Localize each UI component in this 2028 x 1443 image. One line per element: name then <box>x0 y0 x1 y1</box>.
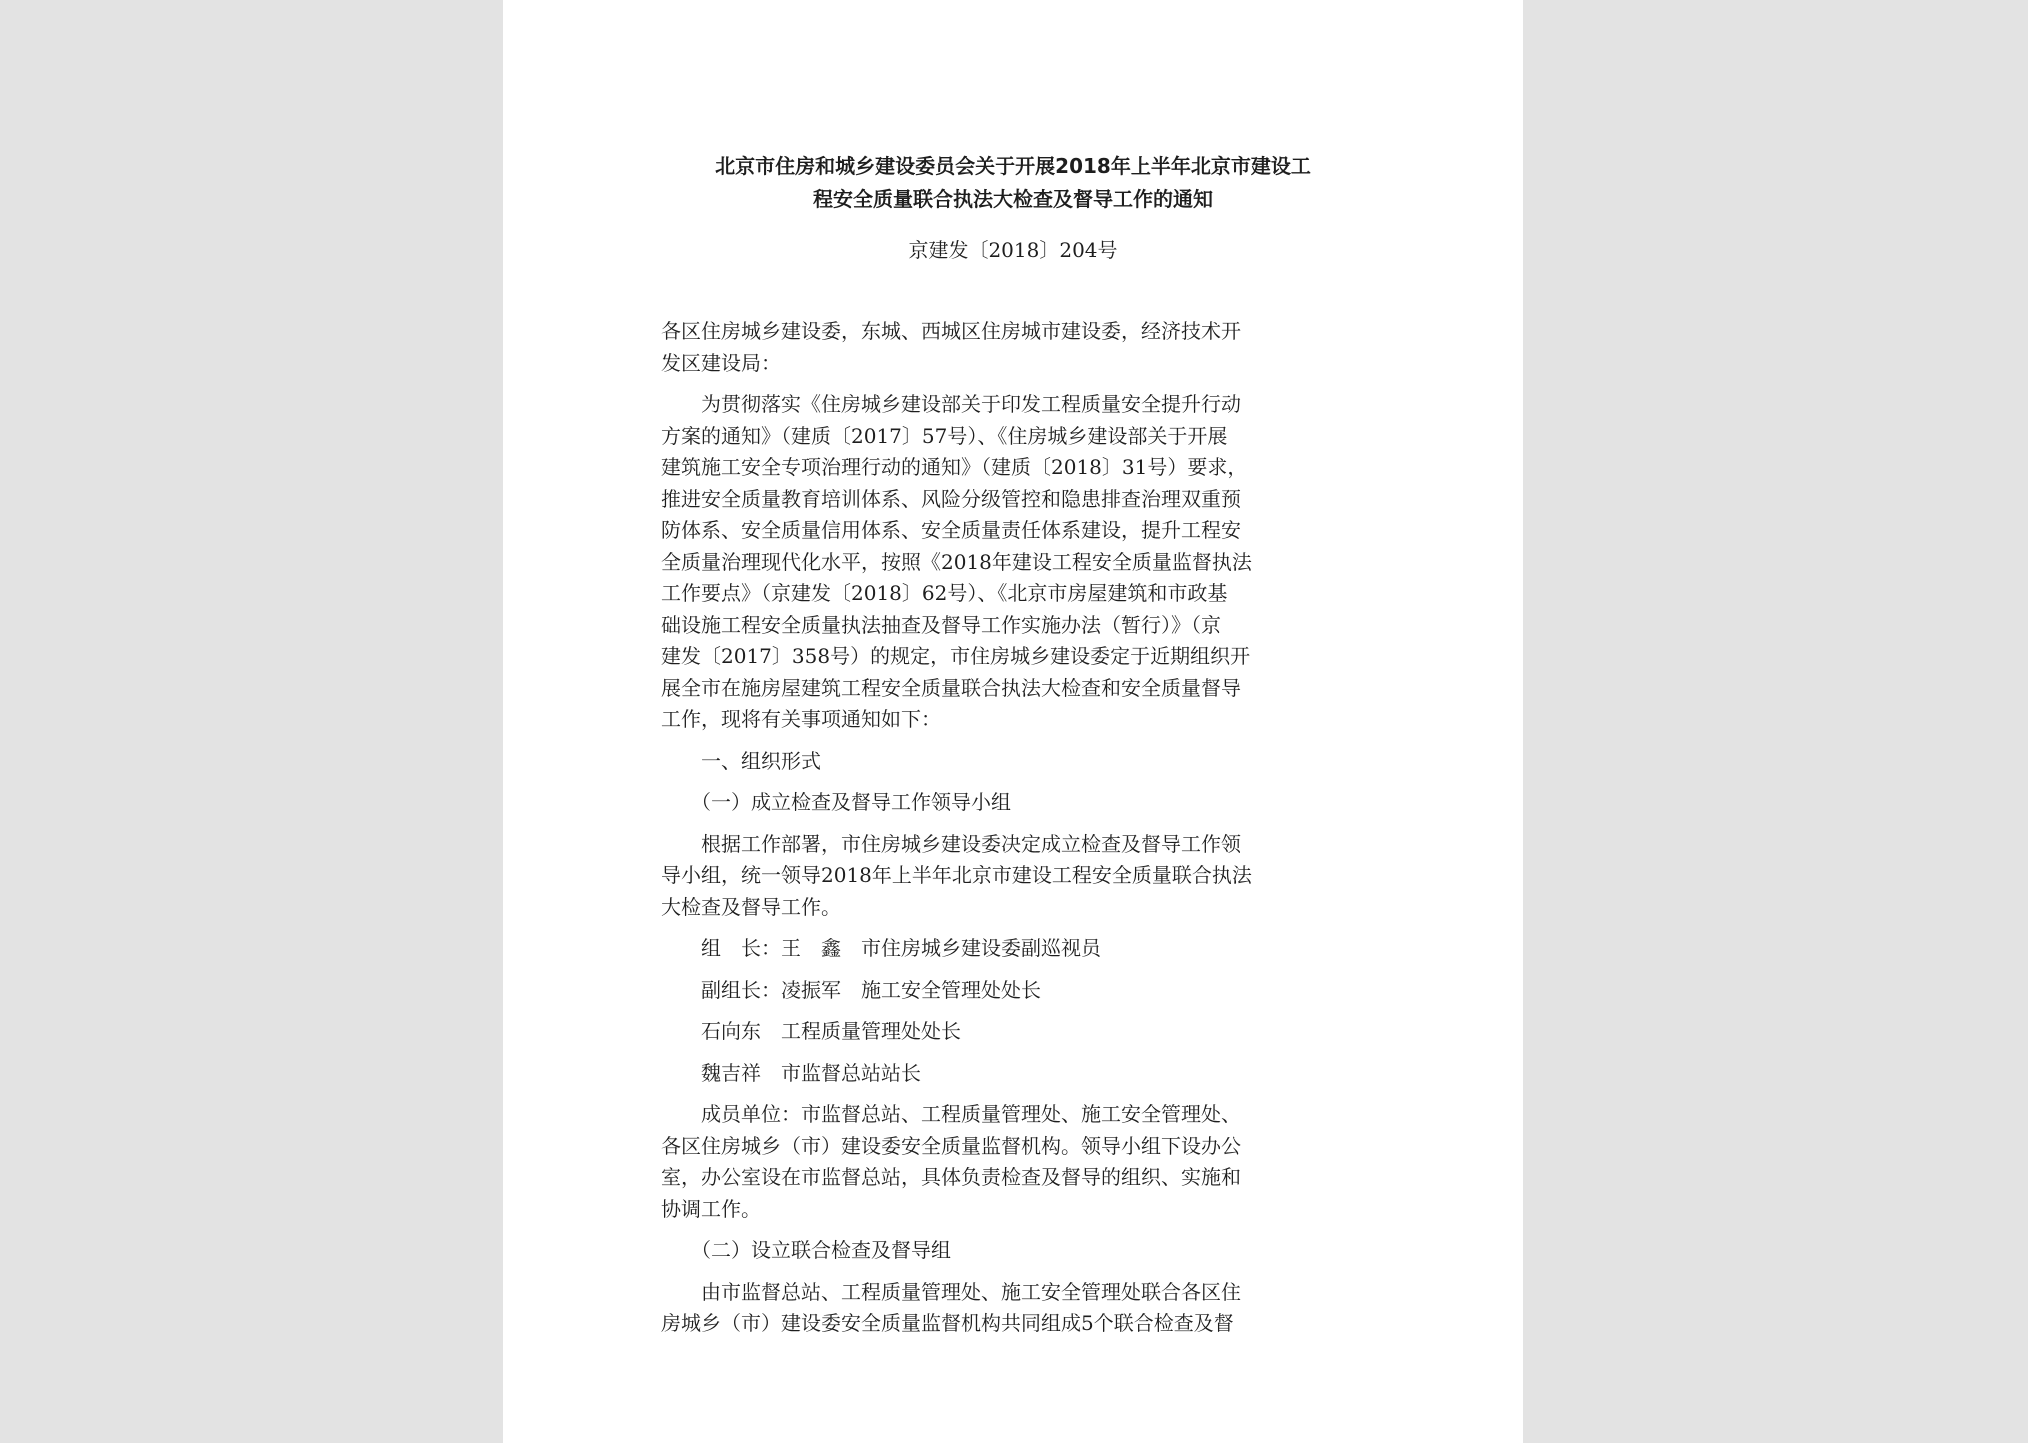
member-line: 魏吉祥 市监督总站站长 <box>661 1060 921 1085</box>
paragraph-line: 发区建设局： <box>661 350 781 375</box>
paragraph-line: 为贯彻落实《住房城乡建设部关于印发工程质量安全提升行动 <box>661 392 1241 416</box>
paragraph-line: 工作要点》（京建发〔2018〕62号）、《北京市房屋建筑和市政基 <box>661 581 1228 605</box>
section-heading: 一、组织形式 <box>661 748 821 773</box>
document-number: 京建发〔2018〕204号 <box>908 238 1118 262</box>
member-line: 石向东 工程质量管理处处长 <box>661 1019 961 1043</box>
member-line: 组 长：王 鑫 市住房城乡建设委副巡视员 <box>661 936 1101 960</box>
paragraph-line: 导小组，统一领导2018年上半年北京市建设工程安全质量联合执法 <box>661 863 1252 887</box>
paragraph-line: 防体系、安全质量信用体系、安全质量责任体系建设，提升工程安 <box>661 518 1241 542</box>
paragraph-line: 根据工作部署，市住房城乡建设委决定成立检查及督导工作领 <box>661 831 1241 856</box>
paragraph-line: 由市监督总站、工程质量管理处、施工安全管理处联合各区住 <box>661 1279 1241 1304</box>
document-title <box>503 150 1523 216</box>
paragraph-line: 方案的通知》（建质〔2017〕57号）、《住房城乡建设部关于开展 <box>661 423 1228 448</box>
subsection-heading: （一）成立检查及督导工作领导小组 <box>661 790 1011 814</box>
title-line: 北京市住房和城乡建设委员会关于开展2018年上半年北京市建设工 <box>715 154 1311 178</box>
paragraph-line: 成员单位：市监督总站、工程质量管理处、施工安全管理处、 <box>661 1102 1241 1126</box>
paragraph-line: 大检查及督导工作。 <box>661 894 841 919</box>
document-page <box>503 0 1523 1443</box>
paragraph-line: 建发〔2017〕358号）的规定，市住房城乡建设委定于近期组织开 <box>661 644 1251 668</box>
paragraph-line: 础设施工程安全质量执法抽查及督导工作实施办法（暂行）》（京 <box>661 612 1221 637</box>
paragraph-line: 全质量治理现代化水平，按照《2018年建设工程安全质量监督执法 <box>661 549 1252 574</box>
paragraph-line: 工作，现将有关事项通知如下： <box>661 707 941 731</box>
paragraph-line: 展全市在施房屋建筑工程安全质量联合执法大检查和安全质量督导 <box>661 675 1241 700</box>
paragraph-line: 协调工作。 <box>661 1196 761 1221</box>
title-line: 程安全质量联合执法大检查及督导工作的通知 <box>813 187 1213 211</box>
paragraph-line: 建筑施工安全专项治理行动的通知》（建质〔2018〕31号）要求， <box>661 455 1248 479</box>
paragraph-line: 房城乡（市）建设委安全质量监督机构共同组成5个联合检查及督 <box>661 1311 1234 1335</box>
paragraph-line: 室，办公室设在市监督总站，具体负责检查及督导的组织、实施和 <box>661 1165 1241 1189</box>
document-body <box>661 316 1371 1340</box>
paragraph-line: 推进安全质量教育培训体系、风险分级管控和隐患排查治理双重预 <box>661 486 1241 511</box>
paragraph-line: 各区住房城乡建设委，东城、西城区住房城市建设委，经济技术开 <box>661 319 1241 343</box>
member-line: 副组长：凌振军 施工安全管理处处长 <box>661 977 1041 1002</box>
subsection-heading: （二）设立联合检查及督导组 <box>661 1238 951 1262</box>
paragraph-line: 各区住房城乡（市）建设委安全质量监督机构。领导小组下设办公 <box>661 1133 1241 1158</box>
